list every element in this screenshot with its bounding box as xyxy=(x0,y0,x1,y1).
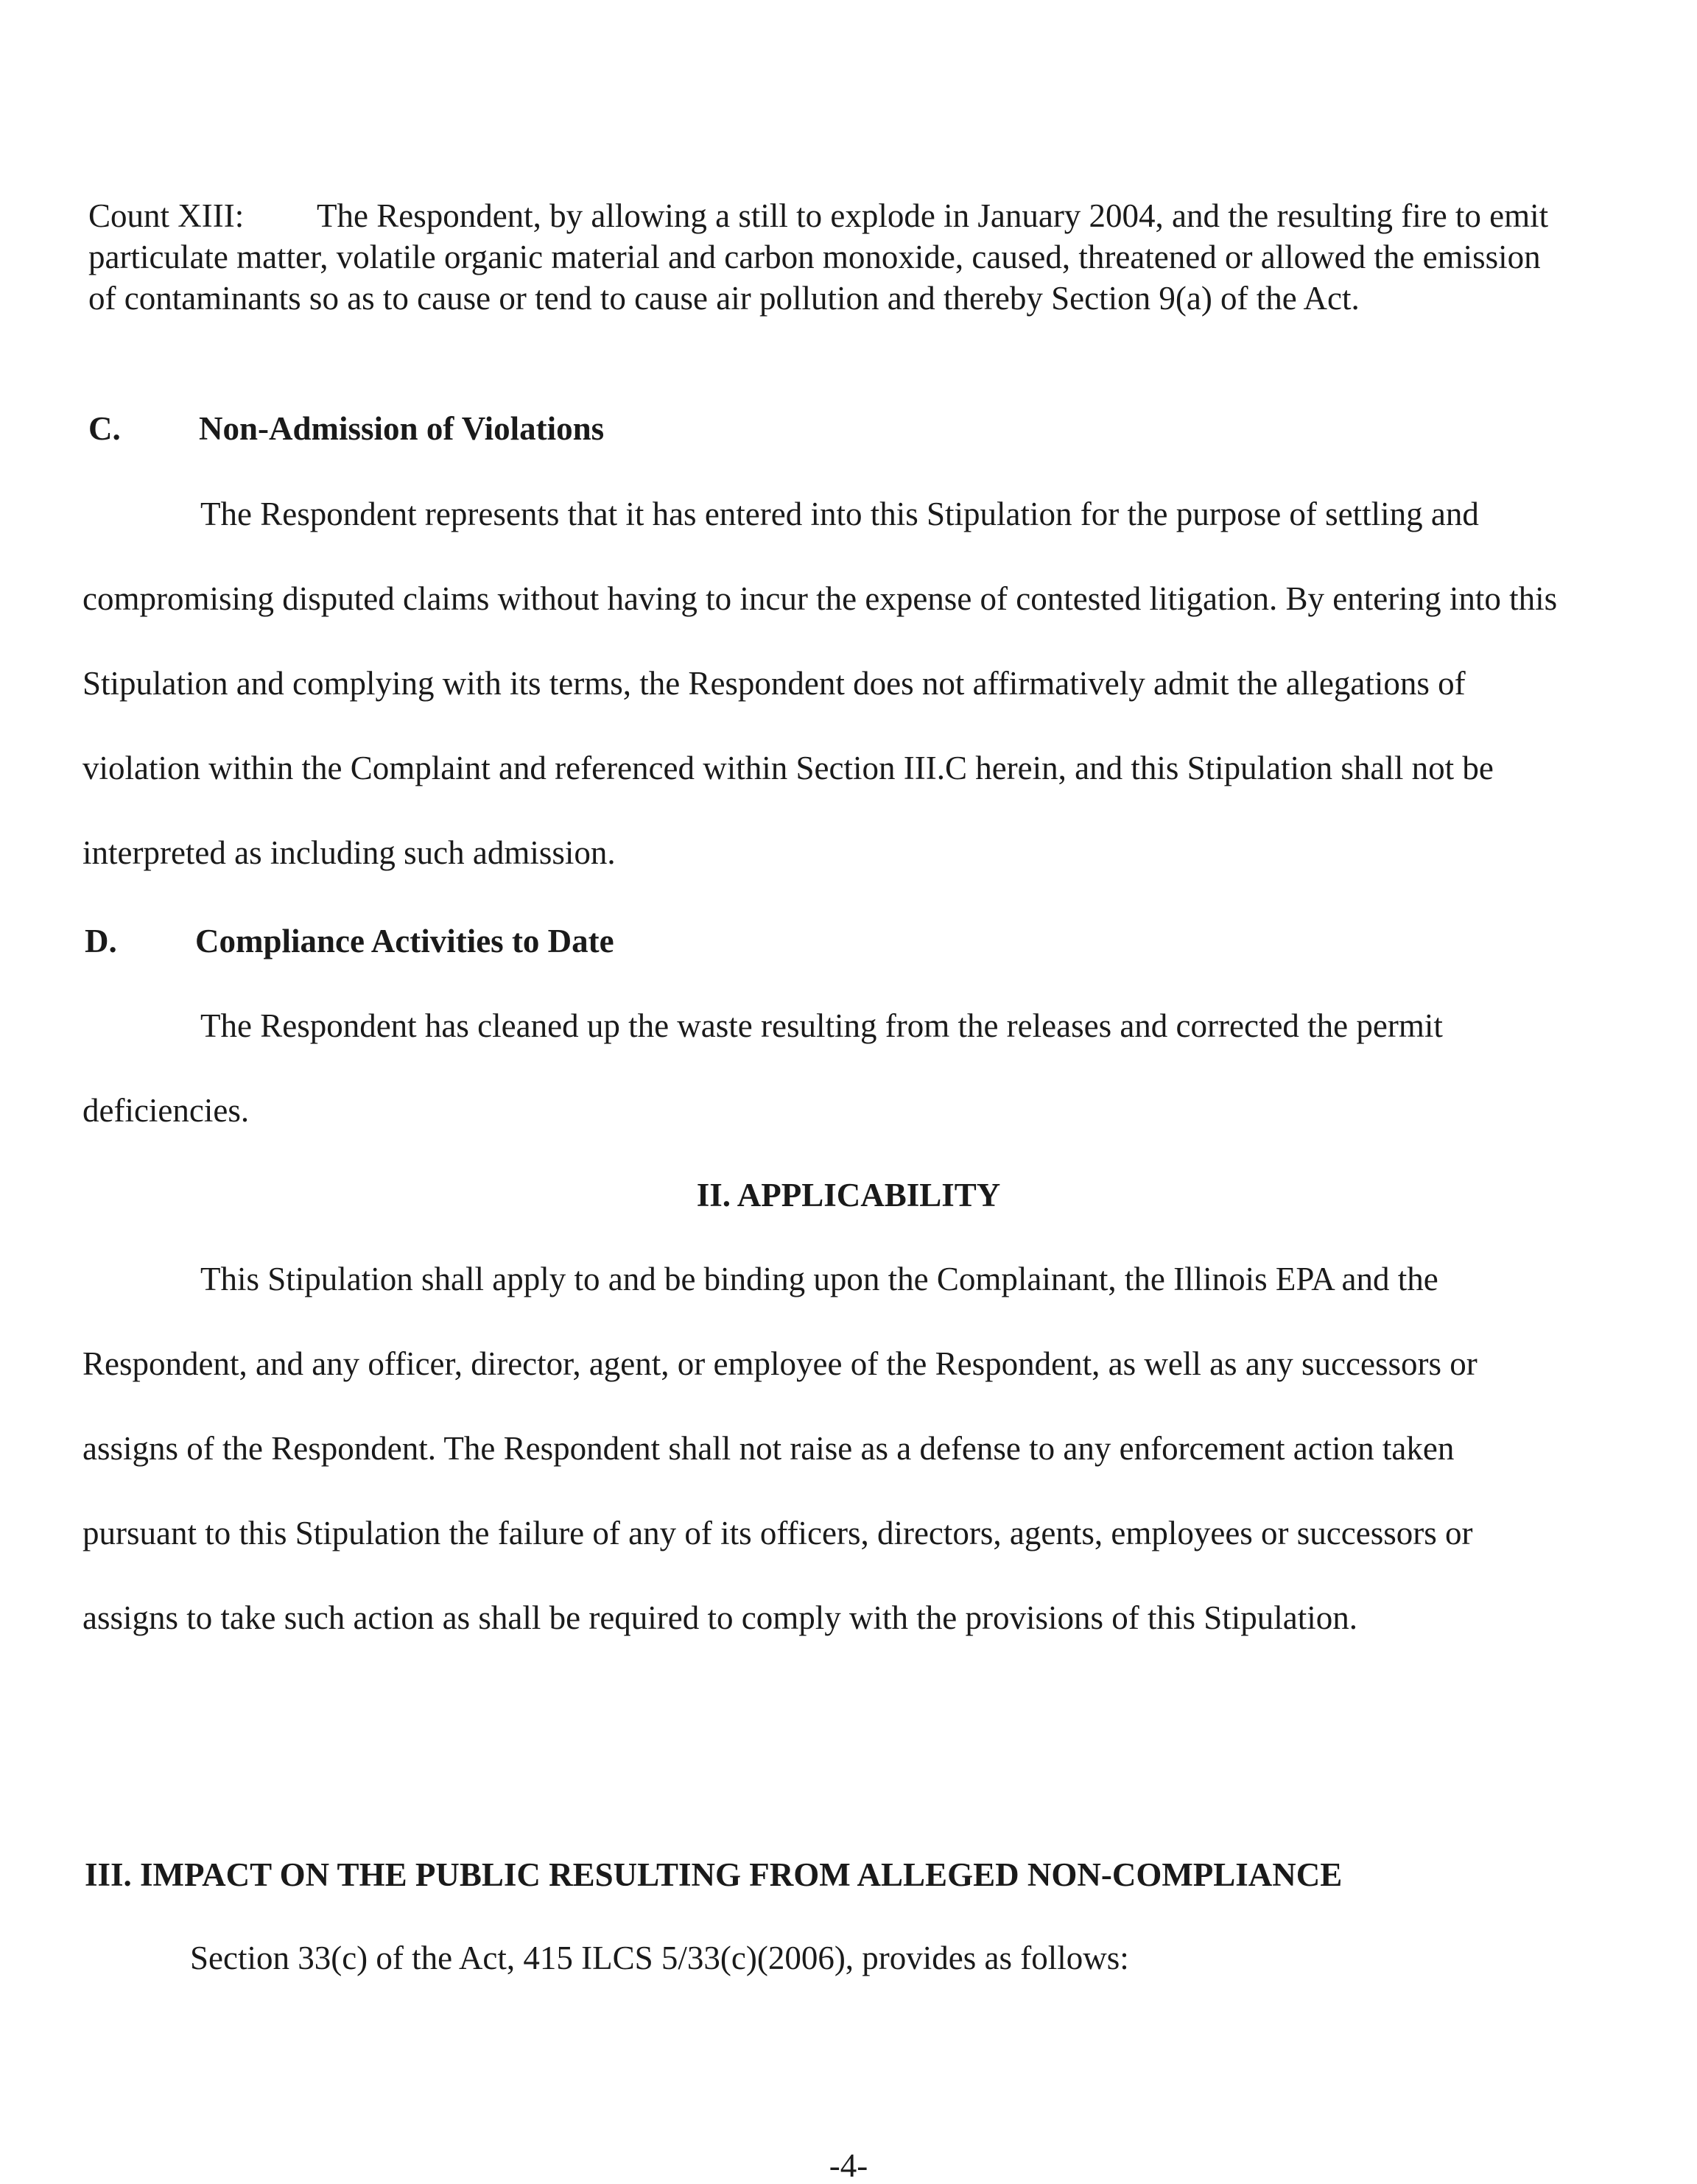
section-c-heading xyxy=(88,408,604,449)
section-d-letter: D. xyxy=(85,923,117,959)
section-c-text: The Respondent represents that it has entered into this Stipulation for the purpose of settling and compromising disputed claims without having to incur the expense of contested litigation. By entering into this Stipulation and complying with its terms, the Respondent does not affirmatively admit the allegations of violation within the Complaint and referenced within Section III.C herein, and this Stipulation shall not be interpreted as including such admission. xyxy=(82,496,1558,871)
section-c-title: Non-Admission of Violations xyxy=(199,410,605,447)
section-c-letter: C. xyxy=(88,410,121,447)
section-d-heading xyxy=(85,920,614,962)
page-number: -4- xyxy=(829,2147,868,2184)
section-d-text: The Respondent has cleaned up the waste resulting from the releases and corrected the permit deficiencies. xyxy=(82,1007,1443,1129)
count-text: The Respondent, by allowing a still to explode in January 2004, and the resulting fire to emit particulate matter, volatile organic material and carbon monoxide, caused, threatened or allowed the emission of contaminants so as to cause or tend to cause air pollution and thereby Section 9(a) of the Act. xyxy=(88,197,1549,317)
section-iii-heading: III. IMPACT ON THE PUBLIC RESULTING FROM ALLEGED NON-COMPLIANCE xyxy=(85,1856,1343,1893)
section-ii-heading: II. APPLICABILITY xyxy=(696,1177,1001,1213)
section-ii-text: This Stipulation shall apply to and be binding upon the Complainant, the Illinois EPA and the Respondent, and any officer, director, agent, or employee of the Respondent, as well as any successors or assigns of the Respondent. The Respondent shall not raise as a defense to any enforcement action taken pursuant to this Stipulation the failure of any of its officers, directors, agents, employees or successors or assigns to take such action as shall be required to comply with the provisions of this Stipulation. xyxy=(82,1261,1478,1636)
section-ii-body xyxy=(82,1237,1563,1660)
section-d-title: Compliance Activities to Date xyxy=(195,923,614,959)
count-label: Count XIII: xyxy=(88,197,245,234)
section-c-body xyxy=(82,472,1563,895)
section-d-body xyxy=(82,984,1563,1153)
count-xiii-paragraph xyxy=(88,195,1561,319)
section-iii-body: Section 33(c) of the Act, 415 ILCS 5/33(c)(2006), provides as follows: xyxy=(190,1940,1129,1976)
